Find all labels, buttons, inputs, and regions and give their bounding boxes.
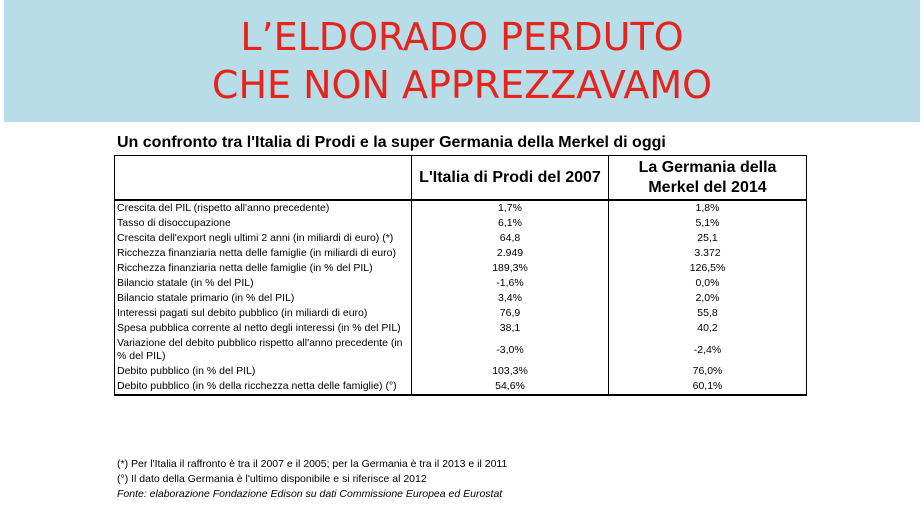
- germany-value: 0,0%: [609, 276, 807, 291]
- italy-value: 103,3%: [412, 364, 609, 379]
- table-row: [115, 246, 807, 261]
- source-note: Fonte: elaborazione Fondazione Edison su dati Commissione Europea ed Eurostat: [117, 488, 503, 500]
- italy-value: 76,9: [412, 306, 609, 321]
- table-row: [115, 321, 807, 336]
- row-label: Interessi pagati sul debito pubblico (in miliardi di euro): [115, 306, 412, 321]
- italy-value: 2.949: [412, 246, 609, 261]
- row-label: Ricchezza finanziaria netta delle famiglie (in % del PIL): [115, 261, 412, 276]
- germany-value: 126,5%: [609, 261, 807, 276]
- row-label: Crescita del PIL (rispetto all'anno precedente): [115, 200, 412, 216]
- table-row: [115, 364, 807, 379]
- table-row: [115, 216, 807, 231]
- italy-value: 6,1%: [412, 216, 609, 231]
- germany-value: 5,1%: [609, 216, 807, 231]
- italy-value: 1,7%: [412, 200, 609, 216]
- germany-value: 55,8: [609, 306, 807, 321]
- row-label: Debito pubblico (in % della ricchezza netta delle famiglie) (°): [115, 379, 412, 395]
- table-row: [115, 291, 807, 306]
- row-label: Ricchezza finanziaria netta delle famiglie (in miliardi di euro): [115, 246, 412, 261]
- italy-value: -3,0%: [412, 336, 609, 364]
- germany-value: 3.372: [609, 246, 807, 261]
- germany-value: -2,4%: [609, 336, 807, 364]
- row-label: Variazione del debito pubblico rispetto all'anno precedente (in % del PIL): [115, 336, 412, 364]
- row-label: Bilancio statale (in % del PIL): [115, 276, 412, 291]
- italy-value: -1,6%: [412, 276, 609, 291]
- germany-value: 2,0%: [609, 291, 807, 306]
- italy-value: 64,8: [412, 231, 609, 246]
- italy-value: 38,1: [412, 321, 609, 336]
- header-label-column: [115, 156, 412, 201]
- title-banner: [4, 0, 920, 122]
- footnote-export: (*) Per l'Italia il raffronto è tra il 2007 e il 2005; per la Germania è tra il 2013 e il 2011: [117, 458, 508, 470]
- germany-value: 76,0%: [609, 364, 807, 379]
- germany-value: 25,1: [609, 231, 807, 246]
- row-label: Bilancio statale primario (in % del PIL): [115, 291, 412, 306]
- italy-value: 3,4%: [412, 291, 609, 306]
- footnote-germany: (°) Il dato della Germania è l'ultimo disponibile e si riferisce al 2012: [117, 473, 427, 485]
- germany-value: 1,8%: [609, 200, 807, 216]
- title-line-1: L’ELDORADO PERDUTO: [240, 15, 684, 59]
- table-row: [115, 306, 807, 321]
- table-caption: Un confronto tra l'Italia di Prodi e la super Germania della Merkel di oggi: [117, 134, 666, 151]
- italy-value: 54,6%: [412, 379, 609, 395]
- germany-value: 60,1%: [609, 379, 807, 395]
- table-row: [115, 379, 807, 395]
- table-row: [115, 276, 807, 291]
- row-label: Spesa pubblica corrente al netto degli interessi (in % del PIL): [115, 321, 412, 336]
- row-label: Debito pubblico (in % del PIL): [115, 364, 412, 379]
- table-row: [115, 261, 807, 276]
- title-line-2: CHE NON APPREZZAVAMO: [211, 63, 713, 107]
- table-header-row: [115, 156, 807, 201]
- table-row: [115, 231, 807, 246]
- table-row: [115, 200, 807, 216]
- header-germany-2014: La Germania della Merkel del 2014: [609, 156, 807, 201]
- header-italy-2007: L'Italia di Prodi del 2007: [412, 156, 609, 201]
- row-label: Crescita dell'export negli ultimi 2 anni (in miliardi di euro) (*): [115, 231, 412, 246]
- row-label: Tasso di disoccupazione: [115, 216, 412, 231]
- comparison-table: [114, 155, 807, 396]
- italy-value: 189,3%: [412, 261, 609, 276]
- footnotes: [117, 457, 507, 502]
- table-row: [115, 336, 807, 364]
- germany-value: 40,2: [609, 321, 807, 336]
